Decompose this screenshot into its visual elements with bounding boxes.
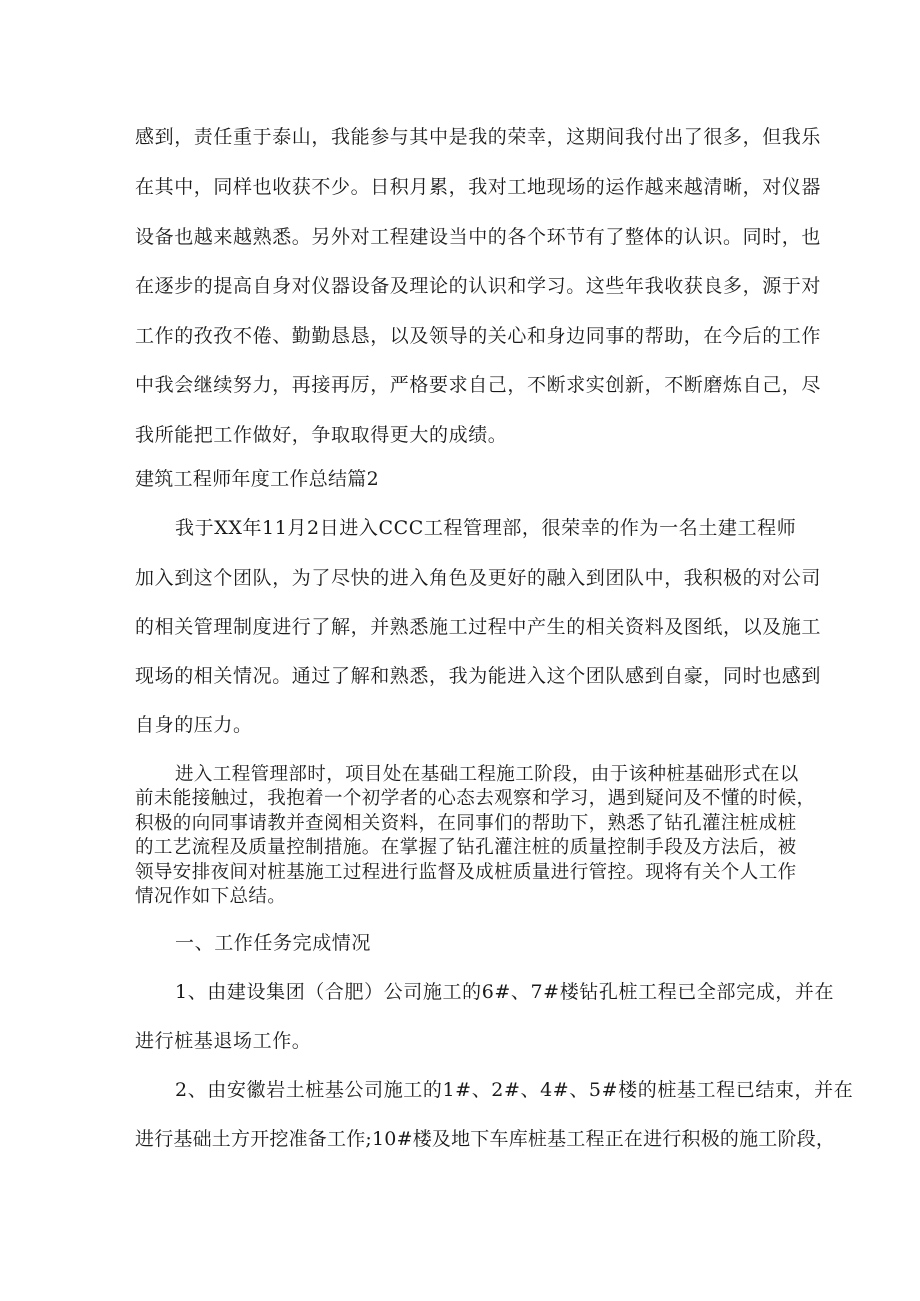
- paragraph-1-line-6: 中我会继续努力，再接再厉，严格要求自己，不断求实创新，不断磨炼自己，尽: [135, 374, 822, 396]
- section-heading: 建筑工程师年度工作总结篇2: [135, 468, 379, 490]
- paragraph-1-line-5: 工作的孜孜不倦、勤勤恳恳，以及领导的关心和身边同事的帮助，在今后的工作: [135, 325, 822, 347]
- paragraph-2-line-5: 自身的压力。: [135, 714, 253, 736]
- paragraph-3-line-4: 的工艺流程及质量控制措施。在掌握了钻孔灌注桩的质量控制手段及方法后，被: [135, 837, 797, 858]
- paragraph-3-line-5: 领导安排夜间对桩基施工过程进行监督及成桩质量进行管控。现将有关个人工作: [135, 862, 797, 883]
- paragraph-1-line-1: 感到，责任重于泰山，我能参与其中是我的荣幸，这期间我付出了很多，但我乐: [135, 126, 822, 148]
- paragraph-2-line-2: 加入到这个团队，为了尽快的进入角色及更好的融入到团队中，我积极的对公司: [135, 567, 822, 589]
- item-2-line-1: 2、由安徽岩土桩基公司施工的1#、2#、4#、5#楼的桩基工程已结束，并在: [175, 1079, 854, 1101]
- paragraph-2-line-4: 现场的相关情况。通过了解和熟悉，我为能进入这个团队感到自豪，同时也感到: [135, 665, 822, 687]
- paragraph-1-line-2: 在其中，同样也收获不少。日积月累，我对工地现场的运作越来越清晰，对仪器: [135, 176, 822, 198]
- item-1-line-1: 1、由建设集团（合肥）公司施工的6#、7#楼钻孔桩工程已全部完成，并在: [175, 981, 835, 1003]
- item-1-line-2: 进行桩基退场工作。: [135, 1030, 312, 1052]
- section-1-title: 一、工作任务完成情况: [175, 932, 372, 954]
- paragraph-2-line-3: 的相关管理制度进行了解，并熟悉施工过程中产生的相关资料及图纸，以及施工: [135, 616, 822, 638]
- paragraph-1-line-7: 我所能把工作做好，争取取得更大的成绩。: [135, 424, 508, 446]
- paragraph-1-line-4: 在逐步的提高自身对仪器设备及理论的认识和学习。这些年我收获良多，源于对: [135, 275, 822, 297]
- item-2-line-2: 进行基础土方开挖准备工作;10#楼及地下车库桩基工程正在进行积极的施工阶段，: [135, 1128, 836, 1150]
- paragraph-3-line-3: 积极的向同事请教并查阅相关资料，在同事们的帮助下，熟悉了钻孔灌注桩成桩: [135, 813, 797, 834]
- paragraph-2-line-1: 我于XX年11月2日进入CCC工程管理部，很荣幸的作为一名土建工程师: [175, 517, 797, 539]
- paragraph-3-line-1: 进入工程管理部时，项目处在基础工程施工阶段，由于该种桩基础形式在以: [175, 764, 799, 785]
- paragraph-1-line-3: 设备也越来越熟悉。另外对工程建设当中的各个环节有了整体的认识。同时，也: [135, 226, 822, 248]
- paragraph-3-line-6: 情况作如下总结。: [135, 886, 287, 907]
- paragraph-3-line-2: 前未能接触过，我抱着一个初学者的心态去观察和学习，遇到疑问及不懂的时候，: [135, 788, 816, 809]
